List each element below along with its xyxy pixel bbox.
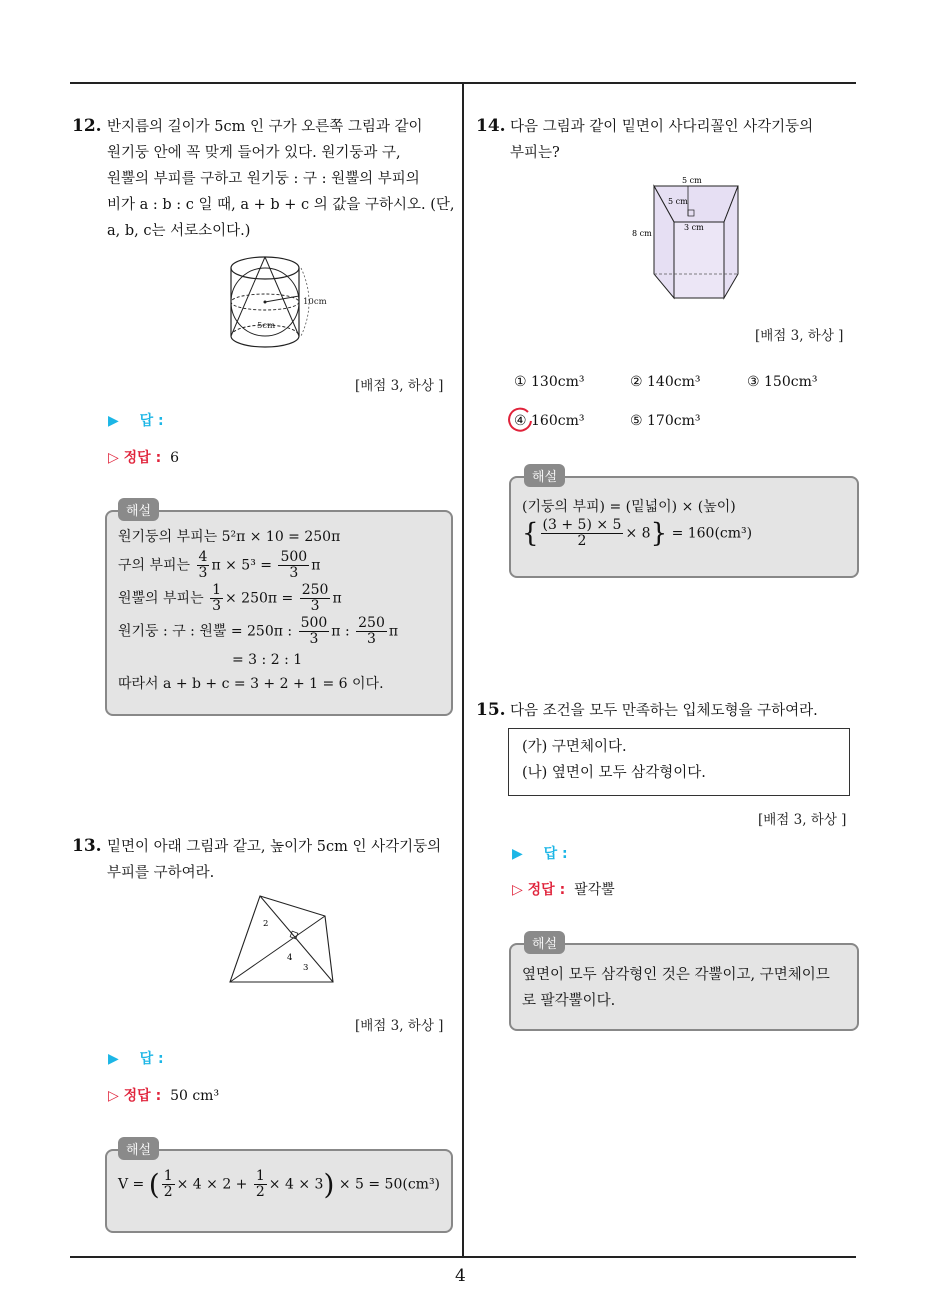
- q13-correct-label: 정답 :: [123, 1088, 162, 1104]
- answer-circle-mark-icon: [506, 406, 534, 434]
- numerator: 4: [198, 549, 208, 565]
- q14-choice-4[interactable]: ④ 160cm³: [514, 413, 585, 429]
- correct-arrow-icon: ▷: [512, 882, 523, 898]
- q12-correct-label: 정답 :: [123, 450, 162, 466]
- fraction: [356, 616, 387, 647]
- fraction: [300, 583, 331, 614]
- expl-text: × 4 × 3: [268, 1176, 324, 1193]
- brace-left: {: [522, 518, 539, 549]
- expl-text: × 5 = 50(cm³): [338, 1176, 441, 1193]
- q14-expl-line1: (기둥의 부피) = (밑넓이) × (높이): [522, 499, 736, 515]
- expl-text: π: [311, 557, 321, 574]
- q13-label-a: 2: [263, 919, 269, 929]
- paren-left: (: [148, 1168, 160, 1201]
- expl-text: π: [388, 623, 399, 640]
- fraction: [162, 1169, 175, 1200]
- q15-correct-row: [512, 879, 615, 899]
- expl-text: V =: [118, 1176, 145, 1193]
- denominator: 3: [367, 631, 376, 647]
- q14-prism-figure: [628, 172, 746, 304]
- q13-number: 13.: [72, 836, 102, 856]
- page-number: 4: [455, 1266, 466, 1286]
- expl-text: × 4 × 2 +: [176, 1176, 248, 1193]
- q12-height-label: 10cm: [303, 297, 327, 307]
- expl-text: π: [332, 590, 342, 607]
- q12-explanation: [118, 528, 448, 693]
- q12-line: 비가 a : b : c 일 때, a + b + c 의 값을 구하시오. (단,: [107, 197, 455, 213]
- q12-expl-line2: [118, 550, 448, 581]
- q13-answer-row: [108, 1048, 164, 1068]
- denominator: 2: [577, 533, 587, 549]
- q13-label-b: 4: [287, 953, 293, 963]
- q14-text: [510, 114, 855, 166]
- q14-number: 14.: [476, 116, 506, 136]
- fraction: [278, 550, 309, 581]
- q15-expl-line: 로 팔각뿔이다.: [522, 993, 616, 1009]
- q14-line: 부피는?: [510, 145, 560, 161]
- q15-text: 다음 조건을 모두 만족하는 입체도형을 구하여라.: [510, 703, 818, 719]
- q15-answer-row: [512, 843, 568, 863]
- numerator: 250: [301, 582, 329, 598]
- q13-quadrilateral-figure: [225, 890, 340, 986]
- q15-correct-label: 정답 :: [527, 882, 566, 898]
- denominator: 3: [309, 631, 319, 647]
- answer-arrow-icon: ▶: [108, 1051, 119, 1067]
- expl-text: = 160(cm³): [671, 525, 753, 542]
- q12-answer-row: [108, 410, 164, 430]
- answer-arrow-icon: ▶: [512, 846, 523, 862]
- q12-number: 12.: [72, 116, 102, 136]
- q14-explanation: [522, 496, 852, 549]
- numerator: 500: [300, 615, 328, 631]
- q13-answer-label: 답 :: [139, 1051, 164, 1067]
- expl-text: 구의 부피는: [118, 557, 191, 574]
- q15-explanation: [522, 962, 852, 1014]
- denominator: 3: [289, 565, 299, 581]
- expl-text: × 8: [625, 525, 651, 542]
- q13-explanation: [118, 1168, 448, 1201]
- q12-radius-label: 5cm: [257, 321, 276, 331]
- q12-expl-tag: 해설: [118, 498, 159, 521]
- q12-expl-line4: [118, 616, 448, 647]
- q14-top-label: 5 cm: [682, 176, 702, 185]
- fraction: [197, 550, 210, 581]
- fraction: [210, 583, 223, 614]
- q15-answer-label: 답 :: [543, 846, 568, 862]
- fraction: [299, 616, 330, 647]
- q13-text: [107, 834, 457, 886]
- q12-answer-label: 답 :: [139, 413, 164, 429]
- q14-choice-1[interactable]: ① 130cm³: [514, 374, 585, 390]
- brace-right: }: [650, 518, 668, 549]
- denominator: 3: [212, 598, 221, 614]
- q13-correct-value: 50 cm³: [170, 1088, 220, 1104]
- q12-expl-line1: 원기둥의 부피는 5²π × 10 = 250π: [118, 529, 341, 545]
- answer-arrow-icon: ▶: [108, 413, 119, 429]
- correct-arrow-icon: ▷: [108, 450, 119, 466]
- q12-meta: [배점 3, 하상 ]: [355, 378, 444, 394]
- numerator: 1: [212, 582, 221, 598]
- q12-cylinder-figure: [225, 248, 340, 358]
- q12-line: 반지름의 길이가 5cm 인 구가 오른쪽 그림과 같이: [107, 119, 423, 135]
- q15-conditions: [522, 734, 706, 786]
- q14-side-label: 5 cm: [668, 197, 688, 206]
- q13-line: 밑면이 아래 그림과 같고, 높이가 5cm 인 사각기둥의: [107, 839, 442, 855]
- correct-arrow-icon: ▷: [108, 1088, 119, 1104]
- q12-correct-value: 6: [170, 450, 179, 466]
- q13-meta: [배점 3, 하상 ]: [355, 1018, 444, 1034]
- q12-line: 원뿔의 부피를 구하고 원기둥 : 구 : 원뿔의 부피의: [107, 171, 420, 187]
- q14-expl-line2: [522, 518, 852, 549]
- q13-correct-row: [108, 1085, 219, 1105]
- q15-expl-line: 옆면이 모두 삼각형인 것은 각뿔이고, 구면체이므: [522, 967, 830, 983]
- q15-condition: (가) 구면체이다.: [522, 739, 627, 755]
- expl-text: π :: [331, 623, 350, 640]
- numerator: 1: [163, 1168, 173, 1184]
- q14-choice-3[interactable]: ③ 150cm³: [747, 374, 818, 390]
- denominator: 2: [255, 1184, 265, 1200]
- numerator: (3 + 5) × 5: [542, 517, 622, 533]
- q15-correct-value: 팔각뿔: [574, 882, 615, 898]
- q13-label-c: 3: [303, 963, 309, 973]
- q12-expl-line3: [118, 583, 448, 614]
- numerator: 1: [255, 1168, 265, 1184]
- column-divider: [462, 84, 464, 1258]
- fraction: [254, 1169, 267, 1200]
- numerator: 500: [280, 549, 308, 565]
- q13-expl-tag: 해설: [118, 1137, 159, 1160]
- bottom-rule: [70, 1256, 856, 1258]
- fraction: [541, 518, 624, 549]
- denominator: 3: [198, 565, 208, 581]
- q14-bottom-label: 3 cm: [684, 223, 704, 232]
- q12-line: 원기둥 안에 꼭 맞게 들어가 있다. 원기둥과 구,: [107, 145, 401, 161]
- q14-choice-2[interactable]: ② 140cm³: [630, 374, 701, 390]
- denominator: 2: [163, 1184, 173, 1200]
- q14-line: 다음 그림과 같이 밑면이 사다리꼴인 사각기둥의: [510, 119, 814, 135]
- q15-meta: [배점 3, 하상 ]: [758, 812, 847, 828]
- q15-number: 15.: [476, 700, 506, 720]
- q12-correct-row: [108, 447, 179, 467]
- expl-text: π × 5³ =: [211, 557, 272, 574]
- q12-expl-line6: 따라서 a + b + c = 3 + 2 + 1 = 6 이다.: [118, 676, 384, 692]
- paren-right: ): [323, 1168, 335, 1201]
- q12-expl-line5: = 3 : 2 : 1: [232, 652, 303, 668]
- expl-text: 원뿔의 부피는: [118, 590, 204, 607]
- q13-line: 부피를 구하여라.: [107, 865, 215, 881]
- expl-text: 원기둥 : 구 : 원뿔 = 250π :: [118, 623, 293, 640]
- q14-meta: [배점 3, 하상 ]: [755, 328, 844, 344]
- q14-expl-tag: 해설: [524, 464, 565, 487]
- expl-text: × 250π =: [224, 590, 294, 607]
- numerator: 250: [358, 615, 385, 631]
- q12-line: a, b, c는 서로소이다.): [107, 223, 251, 239]
- q15-condition: (나) 옆면이 모두 삼각형이다.: [522, 765, 706, 781]
- q14-choice-5[interactable]: ⑤ 170cm³: [630, 413, 701, 429]
- q15-expl-tag: 해설: [524, 931, 565, 954]
- denominator: 3: [310, 598, 320, 614]
- q12-text: [107, 114, 457, 244]
- q14-height-label: 8 cm: [632, 229, 652, 238]
